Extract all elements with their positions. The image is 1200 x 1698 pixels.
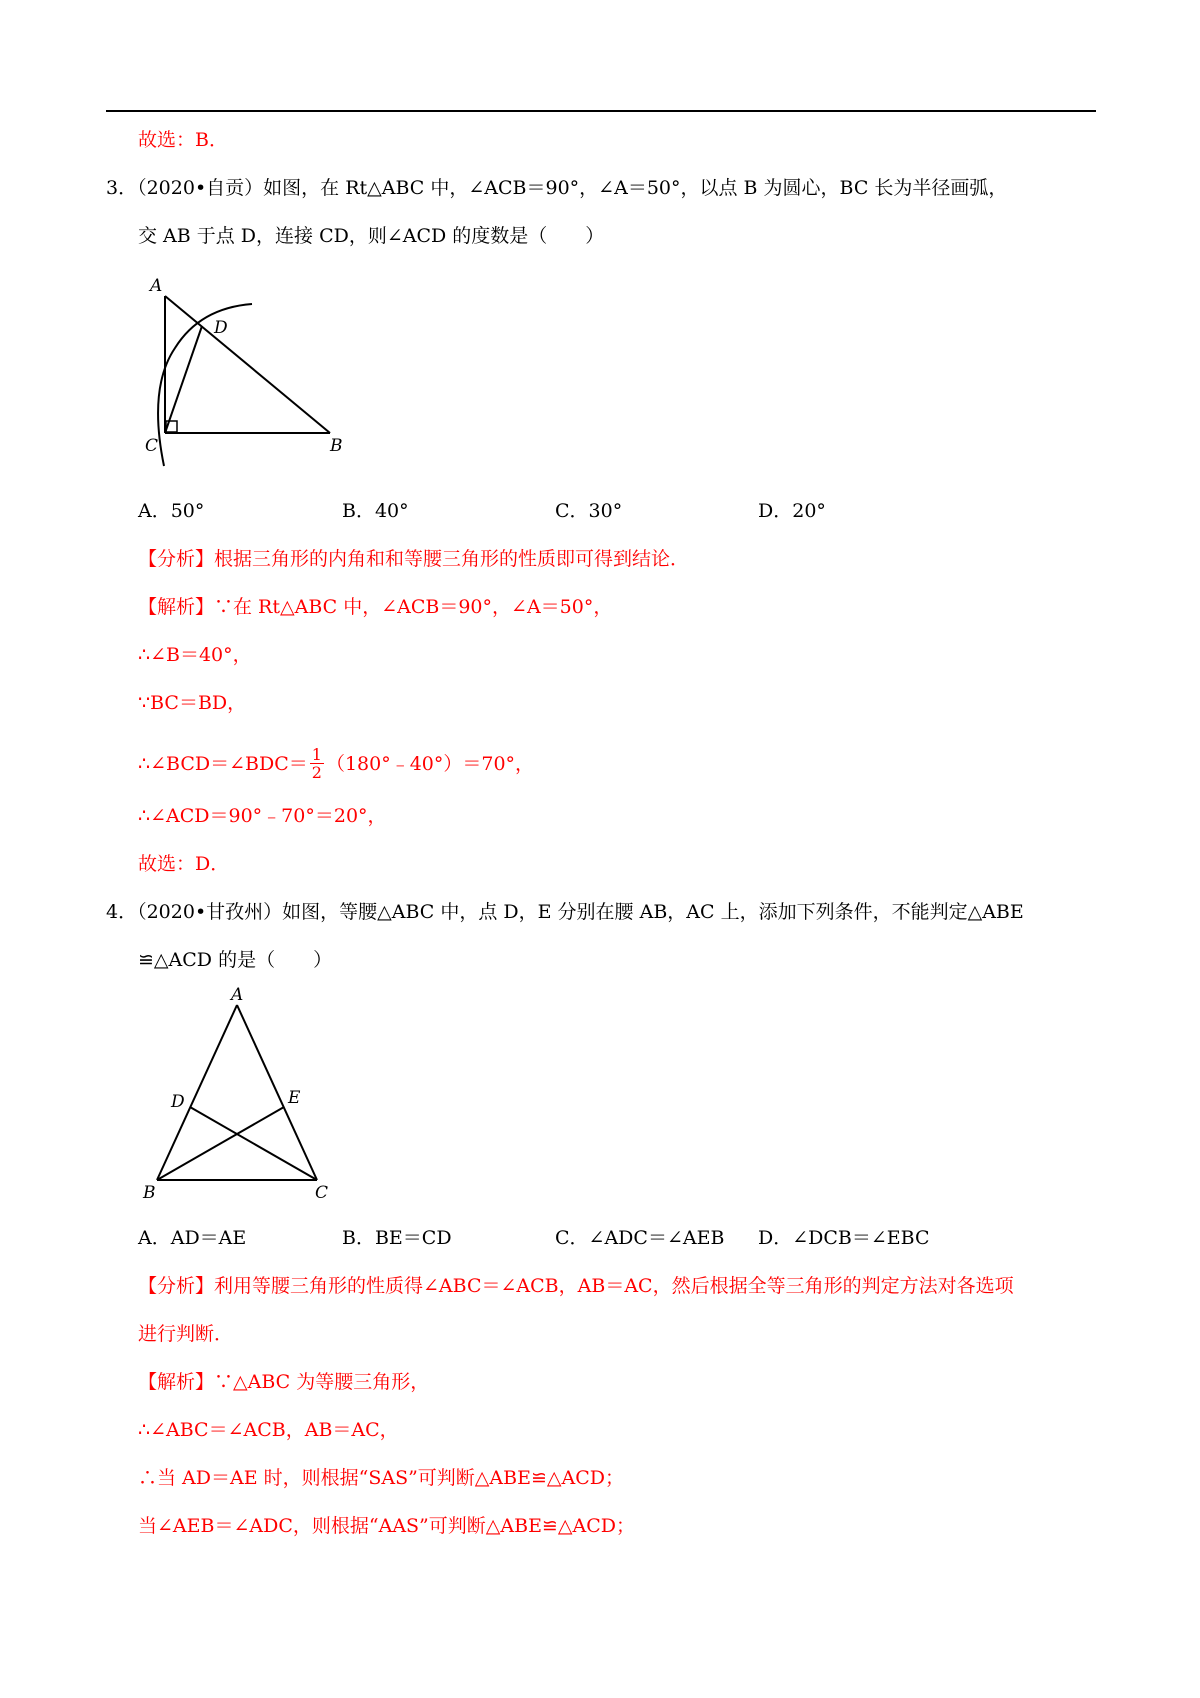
q3-solution-4 [138, 746, 534, 781]
q4-option-d: D．∠DCB＝∠EBC [758, 1227, 930, 1249]
q3-label-d: D [214, 318, 228, 338]
fraction-denominator: 2 [311, 763, 322, 782]
q4-label-d: D [171, 1092, 185, 1112]
q4-label-a: A [231, 985, 244, 1005]
q3-label-a: A [150, 276, 163, 296]
q3-option-c: C．30° [555, 500, 623, 522]
q4-segment-be [157, 1107, 284, 1180]
q4-stem-line2: ≌△ACD 的是（ ） [138, 949, 333, 971]
prev-answer: 故选：B． [138, 129, 228, 151]
q3-solution-2: ∴∠B＝40°， [138, 644, 252, 666]
q3-solution-4-suffix: （180°﹣40°）＝70°， [325, 752, 535, 775]
q4-solution-1: 【解析】∵△ABC 为等腰三角形， [138, 1371, 430, 1393]
q4-option-c: C．∠ADC＝∠AEB [555, 1227, 725, 1249]
q4-solution-4: 当∠AEB＝∠ADC，则根据“AAS”可判断△ABE≌△ACD； [138, 1515, 635, 1537]
q4-figure [135, 983, 355, 1203]
q4-option-b: B．BE＝CD [342, 1227, 452, 1249]
header-rule [106, 110, 1096, 112]
q3-analysis: 【分析】根据三角形的内角和和等腰三角形的性质即可得到结论． [138, 548, 690, 570]
q3-solution-3: ∵BC＝BD， [138, 692, 247, 714]
q4-label-c: C [315, 1183, 329, 1203]
q3-option-d: D．20° [758, 500, 826, 522]
q3-option-b: B．40° [342, 500, 409, 522]
q3-option-a: A．50° [138, 500, 205, 522]
q3-label-b: B [330, 436, 343, 456]
fraction-numerator: 1 [311, 745, 322, 764]
q3-segment-cd [165, 326, 202, 433]
q3-stem-line2: 交 AB 于点 D，连接 CD，则∠ACD 的度数是（ ） [138, 225, 605, 247]
q3-side-ab [165, 296, 330, 433]
q4-analysis-line1: 【分析】利用等腰三角形的性质得∠ABC＝∠ACB，AB＝AC，然后根据全等三角形的判定方法对各选项 [138, 1275, 1014, 1297]
q3-figure [140, 268, 360, 473]
q4-segment-cd [190, 1107, 317, 1180]
q4-stem-line1: 4．（2020•甘孜州）如图，等腰△ABC 中，点 D，E 分别在腰 AB，AC 上，添加下列条件，不能判定△ABE [106, 901, 1024, 923]
q4-label-b: B [143, 1183, 156, 1203]
q4-solution-2: ∴∠ABC＝∠ACB，AB＝AC， [138, 1419, 399, 1441]
fraction-half [310, 746, 324, 781]
q3-solution-4-prefix: ∴∠BCD＝∠BDC＝ [138, 752, 308, 775]
q3-solution-5: ∴∠ACD＝90°﹣70°＝20°， [138, 805, 387, 827]
q4-side-ac [237, 1005, 317, 1180]
q3-solution-1: 【解析】∵在 Rt△ABC 中，∠ACB＝90°，∠A＝50°， [138, 596, 613, 618]
q3-stem-line1: 3．（2020•自贡）如图，在 Rt△ABC 中，∠ACB＝90°，∠A＝50°，以点 B 为圆心，BC 长为半径画弧， [106, 177, 1008, 199]
q4-solution-3: ∴当 AD＝AE 时，则根据“SAS”可判断△ABE≌△ACD； [138, 1467, 624, 1489]
q3-label-c: C [145, 436, 159, 456]
q4-analysis-line2: 进行判断． [138, 1323, 234, 1345]
q3-answer: 故选：D． [138, 853, 230, 875]
q4-label-e: E [288, 1088, 301, 1108]
q4-option-a: A．AD＝AE [138, 1227, 247, 1249]
q4-side-ab [157, 1005, 237, 1180]
